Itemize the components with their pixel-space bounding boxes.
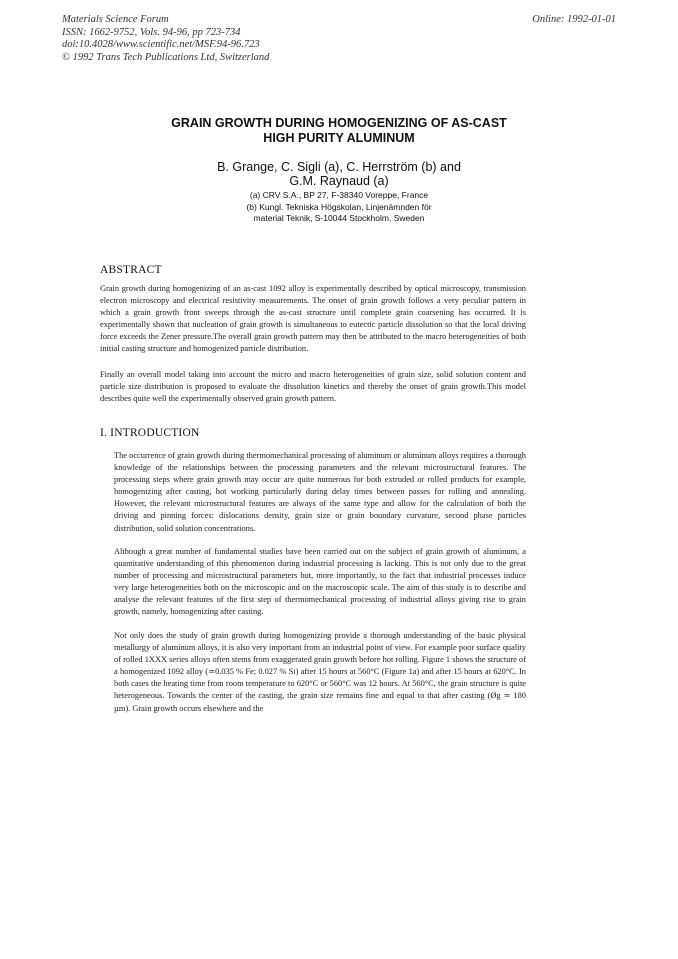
doi-line: doi:10.4028/www.scientific.net/MSF.94-96.723 [62,39,260,50]
title-line-2: HIGH PURITY ALUMINUM [263,131,415,145]
title-line-1: GRAIN GROWTH DURING HOMOGENIZING OF AS-CAST [171,116,507,130]
introduction-paragraph-1: The occurrence of grain growth during thermomechanical processing of aluminum or aluminum alloys requires a thorough knowledge of the relationships between the processing parameters and the relevant microstructural features. The processing steps where grain growth may occur are quite numerous for both extruded or rolled products for example, homogenizing after casting, hot working particularly during delay times between passes for rolling and annealing. However, the relevant microstructural features are always of the same type and allow for the calculation of both the driving and pinning forces: dislocations density, grain size or grain boundary curvature, second phase particles distribution, solid solution concentrations. [114,451,526,533]
issn-line: ISSN: 1662-9752, Vols. 94-96, pp 723-734 [62,26,241,38]
page-header [62,14,616,64]
paper-title [0,116,678,146]
online-date: Online: 1992-01-01 [532,14,616,25]
authors-line-2: G.M. Raynaud (a) [289,174,389,188]
author-list [0,160,678,188]
affiliations [0,190,678,225]
journal-name: Materials Science Forum [62,14,169,25]
affiliation-b-line-2: material Teknik, S-10044 Stockholm, Sweden [253,213,425,223]
introduction-paragraph-2: Although a great number of fundamental studies have been carried out on the subject of grain growth of aluminum, a quantitative understanding of this phenomenon during industrial processing is lacking. This is not only due to the great number of processing and microstructural parameters but, more importantly, to the fact that industrial processes induce very large heterogeneities both on the microscopic and on the macroscopic scale. The aim of this study is to describe and analyse the relevant features of the first step of thermomechanical processing of industrial alloys giving rise to grain growth, namely, homogenizing after casting. [114,547,526,617]
introduction-paragraph-3: Not only does the study of grain growth during homogenizing provide a thorough understanding of the basic physical metallurgy of aluminum alloys, it is also very important from an industrial point of view. For example poor surface quality of rolled 1XXX series alloys often stems from exaggerated grain growth before hot rolling. Figure 1 shows the structure of a homogenized 1092 alloy (≃0.035 % Fe; 0.027 % Si) after 15 hours at 560°C (Figure 1a) and after 15 hours at 620°C. In both cases the heating time from room temperature to 620°C or 560°C was 12 hours. At 560°C, the grain structure is quite heterogeneous. Towards the center of the casting, the grain size remains fine and equal to that after casting (Øg ≃ 180 µm). Grain growth occurs elsewhere and the [114,631,526,713]
abstract-paragraph-2: Finally an overall model taking into account the micro and macro heterogeneities of grain size, solid solution content and particle size distribution is proposed to evaluate the dissolution kinetics and thereby the onset of grain growth.This model describes quite well the experimentally observed grain growth pattern. [100,370,526,404]
affiliation-a: (a) CRV S.A., BP 27, F-38340 Voreppe, France [249,190,429,200]
abstract-heading: ABSTRACT [100,264,162,276]
copyright-line: © 1992 Trans Tech Publications Ltd, Switzerland [62,51,270,63]
abstract-paragraph-1: Grain growth during homogenizing of an as-cast 1092 alloy is experimentally described by optical microscopy, transmission electron microscopy and electrical resistivity measurements. The onset of grain growth follows a very peculiar pattern in which a grain growth front sweeps through the as-cast structure until complete grain coarsening has occurred. It is experimentally shown that nucleation of grain growth is simultaneous to eutectic particle dissolution so that the local driving force exceeds the Zener pressure.The overall grain growth pattern may then be attributed to the macro heterogeneities of both initial casting structure and homogenized particle distribution. [100,284,526,354]
introduction-heading: I. INTRODUCTION [100,427,200,439]
affiliation-b-line-1: (b) Kungl. Tekniska Högskolan, Linjenämnden för [246,201,432,212]
authors-line-1: B. Grange, C. Sigli (a), C. Herrström (b) and [217,160,461,174]
